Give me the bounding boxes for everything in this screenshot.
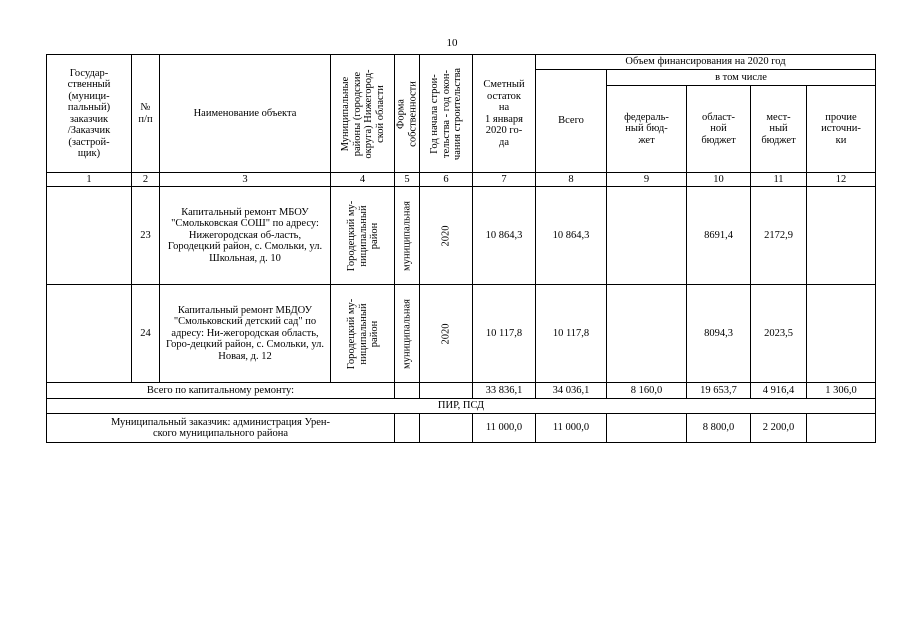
estimate-value: 10 117,8	[473, 285, 536, 383]
ownership-label: муниципальная	[401, 200, 413, 271]
year-label: 2020	[440, 225, 452, 246]
column-number: 5	[395, 173, 420, 187]
header-estimate-label: Сметный остаток на 1 января 2020 го- да	[483, 79, 525, 148]
local-value: 2023,5	[751, 285, 807, 383]
header-num	[132, 55, 160, 173]
table-row	[47, 285, 876, 383]
object-name: Капитальный ремонт МБДОУ "Смольковский детский сад" по адресу: Ни-жегородская область, Горо-децкий район, с. Смольки, ул. Новая, д. 12	[160, 285, 331, 383]
header-including-label: в том числе	[715, 71, 767, 83]
column-number: 7	[473, 173, 536, 187]
row-number: 23	[132, 187, 160, 285]
total-regional: 19 653,7	[687, 383, 751, 399]
header-estimate	[473, 55, 536, 173]
total-local: 4 916,4	[751, 383, 807, 399]
district-label: Городецкий му- ниципальный район	[345, 298, 380, 369]
investment-table	[46, 54, 876, 443]
district-cell	[331, 187, 395, 285]
empty-cell	[420, 383, 473, 399]
estimate-value: 10 864,3	[473, 187, 536, 285]
header-federal-label: федераль- ный бюд- жет	[624, 111, 669, 146]
column-number: 11	[751, 173, 807, 187]
customer-other	[807, 414, 876, 443]
column-number: 4	[331, 173, 395, 187]
total-row	[47, 383, 876, 399]
header-object-name	[160, 55, 331, 173]
section-row	[47, 399, 876, 414]
header-financing-label: Объем финансирования на 2020 год	[625, 56, 786, 67]
header-customer-label: Государ- ственный (муници- пальный) заказчик /Заказчик (застрой- щик)	[67, 67, 111, 159]
regional-value: 8094,3	[687, 285, 751, 383]
customer-row	[47, 414, 876, 443]
total-label: Всего по капитальному ремонту:	[47, 383, 395, 399]
header-ownership-label: Форма собственности	[395, 80, 418, 147]
column-number: 8	[536, 173, 607, 187]
ownership-cell	[395, 187, 420, 285]
other-value	[807, 285, 876, 383]
column-number: 12	[807, 173, 876, 187]
total-sum: 34 036,1	[536, 383, 607, 399]
column-number: 9	[607, 173, 687, 187]
customer-local: 2 200,0	[751, 414, 807, 443]
header-districts-label: Муниципальные районы (городские округа) Нижегород- ской области	[339, 68, 385, 159]
header-years-label: Год начала строи- тельства - год окон- чания строительства	[428, 67, 463, 160]
district-label: Городецкий му- ниципальный район	[345, 200, 380, 271]
header-years	[420, 55, 473, 173]
header-federal	[607, 86, 687, 173]
customer-regional: 8 800,0	[687, 414, 751, 443]
local-value: 2172,9	[751, 187, 807, 285]
column-number: 2	[132, 173, 160, 187]
customer-federal	[607, 414, 687, 443]
section-title: ПИР, ПСД	[47, 399, 876, 414]
other-value	[807, 187, 876, 285]
column-number: 3	[160, 173, 331, 187]
column-number: 1	[47, 173, 132, 187]
column-number-row	[47, 173, 876, 187]
year-cell	[420, 187, 473, 285]
header-other-label: прочие источни- ки	[821, 111, 861, 146]
header-regional-label: област- ной бюджет	[701, 111, 736, 146]
ownership-cell	[395, 285, 420, 383]
header-num-label: № п/п	[138, 101, 153, 125]
header-districts	[331, 55, 395, 173]
header-customer	[47, 55, 132, 173]
federal-value	[607, 285, 687, 383]
page-number: 10	[446, 37, 458, 49]
table-row	[47, 187, 876, 285]
customer-cell	[47, 187, 132, 285]
total-estimate: 33 836,1	[473, 383, 536, 399]
header-local-label: мест- ный бюджет	[761, 111, 796, 146]
header-object-name-label: Наименование объекта	[193, 107, 297, 119]
customer-estimate: 11 000,0	[473, 414, 536, 443]
customer-label: Муниципальный заказчик: администрация Урен- ского муниципального района	[47, 414, 395, 443]
column-number: 10	[687, 173, 751, 187]
row-number: 24	[132, 285, 160, 383]
empty-cell	[420, 414, 473, 443]
header-ownership	[395, 55, 420, 173]
header-regional	[687, 86, 751, 173]
regional-value: 8691,4	[687, 187, 751, 285]
customer-total: 11 000,0	[536, 414, 607, 443]
header-financing	[536, 55, 876, 70]
customer-cell	[47, 285, 132, 383]
header-other	[807, 86, 876, 173]
year-cell	[420, 285, 473, 383]
federal-value	[607, 187, 687, 285]
header-total-label: Всего	[558, 115, 584, 126]
header-including	[607, 70, 876, 86]
header-total	[536, 70, 607, 173]
empty-cell	[395, 383, 420, 399]
object-name: Капитальный ремонт МБОУ "Смольковская СОШ" по адресу: Нижегородская об-ласть, Городецкий район, с. Смольки, ул. Школьная, д. 10	[160, 187, 331, 285]
total-value: 10 864,3	[536, 187, 607, 285]
empty-cell	[395, 414, 420, 443]
year-label: 2020	[440, 323, 452, 344]
ownership-label: муниципальная	[401, 298, 413, 369]
total-value: 10 117,8	[536, 285, 607, 383]
district-cell	[331, 285, 395, 383]
header-local	[751, 86, 807, 173]
total-other: 1 306,0	[807, 383, 876, 399]
total-federal: 8 160,0	[607, 383, 687, 399]
column-number: 6	[420, 173, 473, 187]
